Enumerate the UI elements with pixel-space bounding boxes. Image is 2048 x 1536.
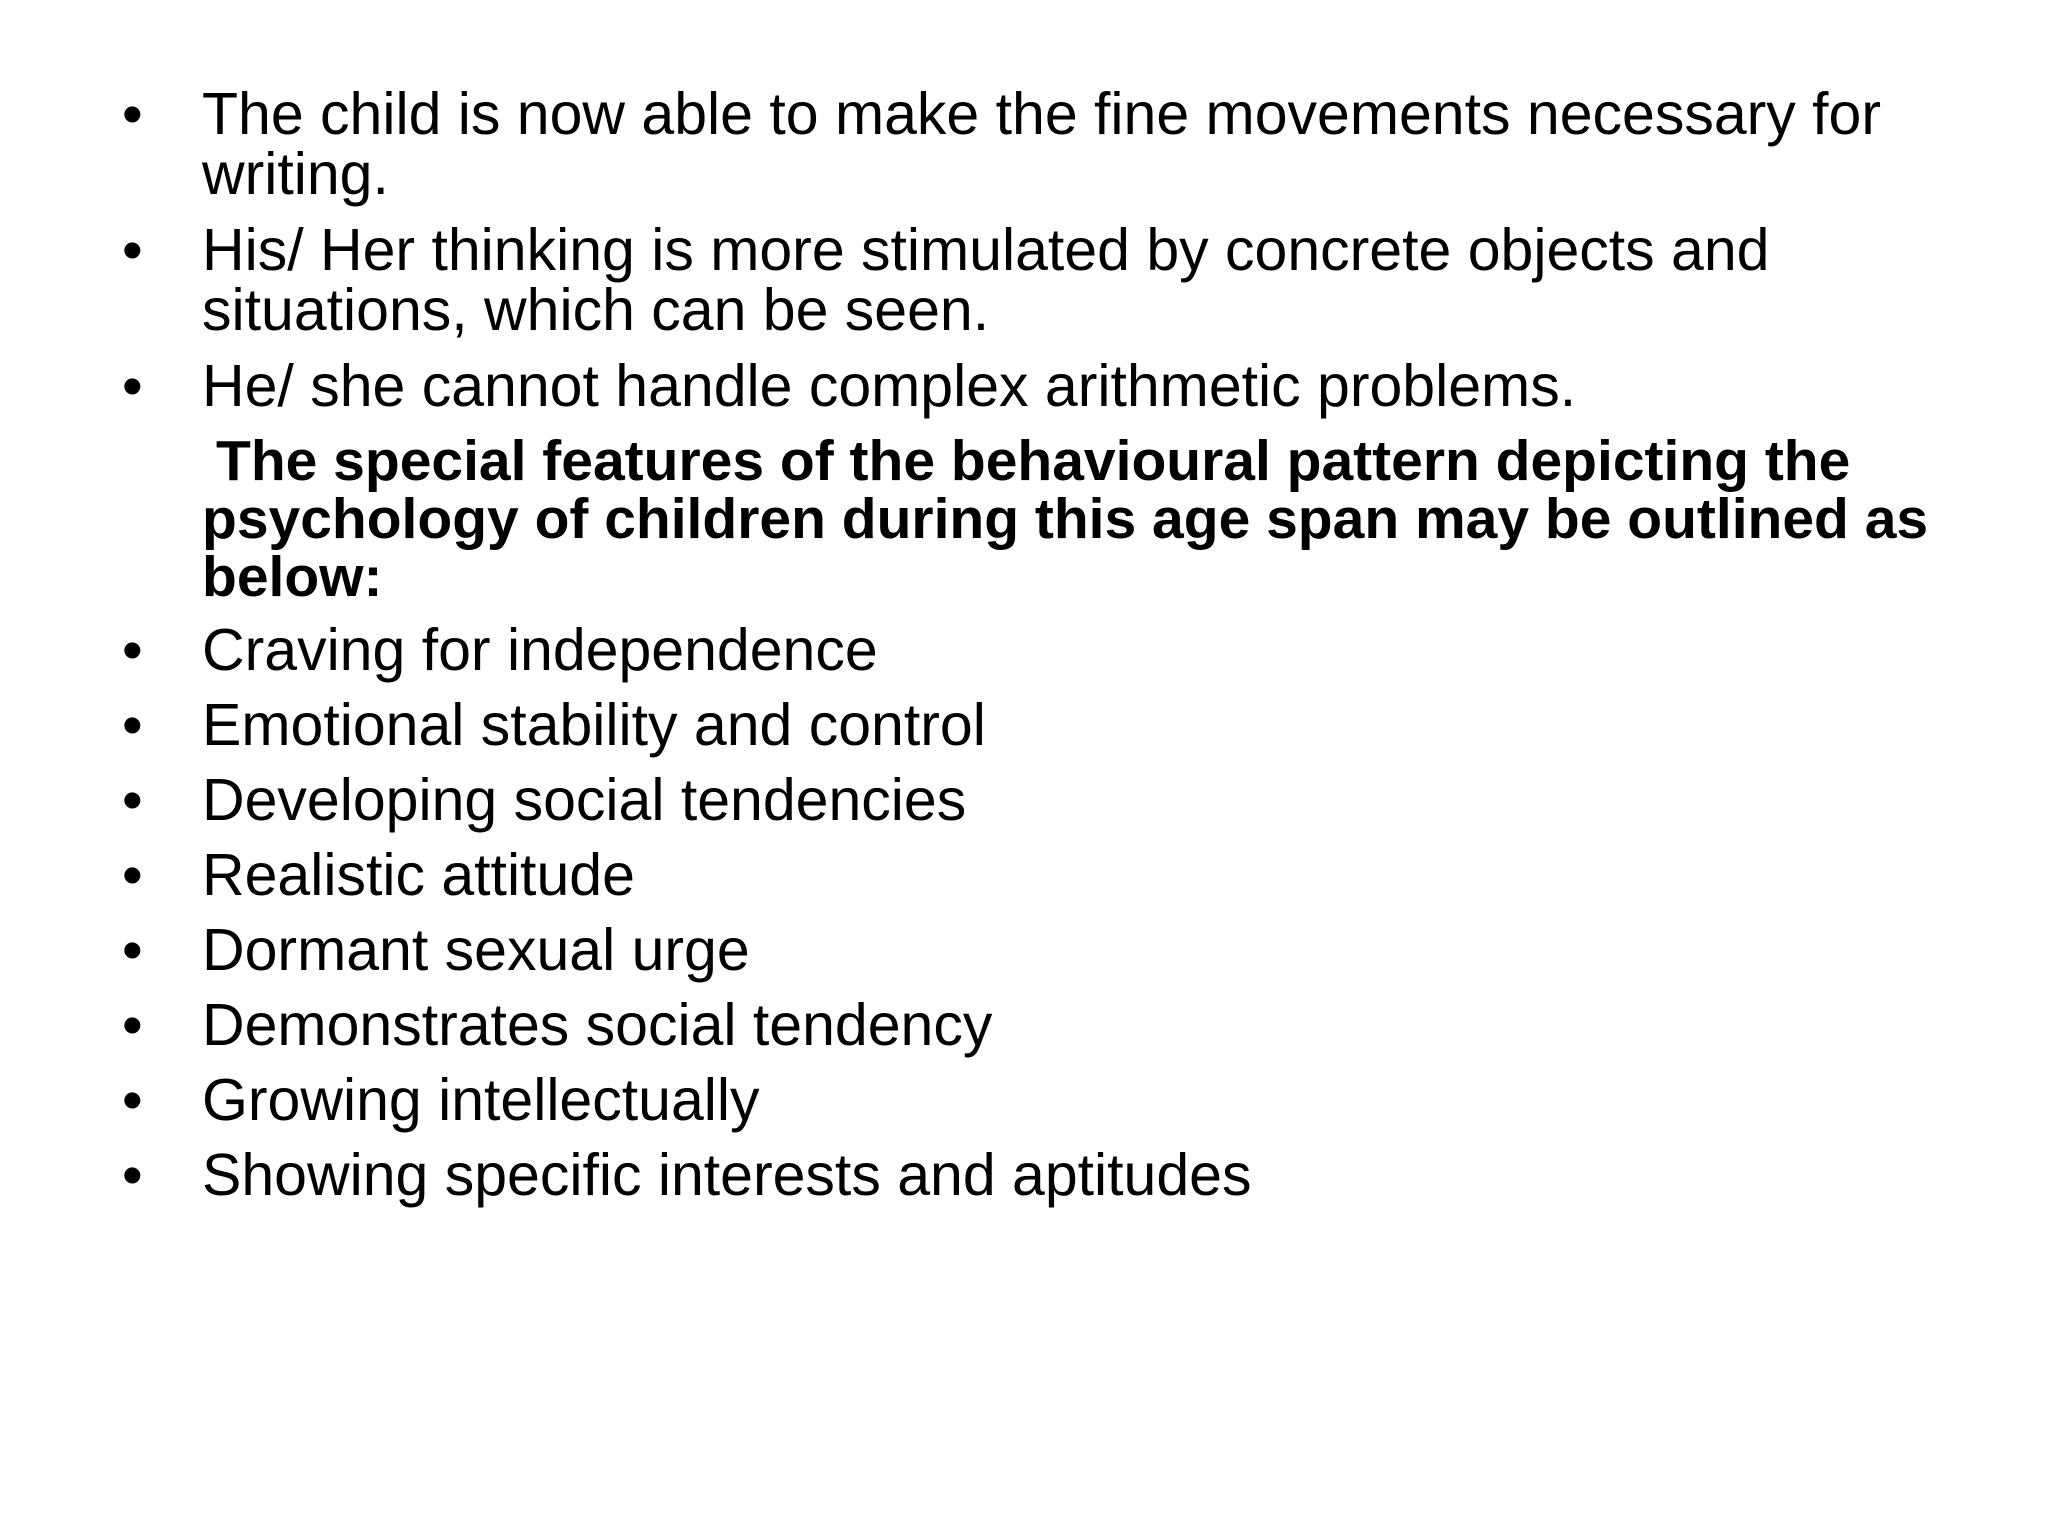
feature-item-7 — [122, 1067, 1982, 1133]
intro-bullet-1 — [122, 81, 1982, 207]
features-list — [122, 617, 1982, 1208]
bullet-text: The child is now able to make the fine movements necessary for writing. — [202, 81, 1882, 207]
bullet-marker: • — [122, 617, 143, 683]
feature-text: Craving for independence — [202, 617, 878, 683]
feature-item-5 — [122, 917, 1982, 983]
bullet-marker: • — [122, 842, 143, 908]
bullet-marker: • — [122, 917, 143, 983]
bullet-marker: • — [122, 217, 143, 283]
bullet-marker: • — [122, 353, 143, 419]
feature-item-3 — [122, 767, 1982, 833]
feature-text: Developing social tendencies — [202, 767, 967, 833]
feature-item-8 — [122, 1142, 1982, 1208]
bullet-marker: • — [122, 692, 143, 758]
feature-text: Emotional stability and control — [202, 692, 986, 758]
section-heading — [122, 429, 1982, 609]
feature-text: Demonstrates social tendency — [202, 992, 993, 1058]
bullet-marker: • — [122, 1142, 143, 1208]
feature-text: Showing specific interests and aptitudes — [202, 1142, 1252, 1208]
bullet-marker: • — [122, 1067, 143, 1133]
bullet-marker: • — [122, 992, 143, 1058]
section-heading-text: The special features of the behavioural pattern depicting the psychology of children during this age span may be outlined as below: — [202, 429, 1929, 609]
feature-item-1 — [122, 617, 1982, 683]
feature-text: Dormant sexual urge — [202, 917, 750, 983]
feature-text: Growing intellectually — [202, 1067, 760, 1133]
slide-content — [122, 81, 1982, 1220]
intro-bullet-2 — [122, 217, 1982, 343]
bullet-text: His/ Her thinking is more stimulated by concrete objects and situations, which can be seen. — [202, 217, 1770, 343]
intro-bullet-3 — [122, 353, 1982, 419]
feature-item-4 — [122, 842, 1982, 908]
feature-item-2 — [122, 692, 1982, 758]
bullet-text: He/ she cannot handle complex arithmetic problems. — [202, 353, 1577, 419]
bullet-marker: • — [122, 767, 143, 833]
feature-text: Realistic attitude — [202, 842, 635, 908]
feature-item-6 — [122, 992, 1982, 1058]
bullet-marker: • — [122, 81, 143, 147]
